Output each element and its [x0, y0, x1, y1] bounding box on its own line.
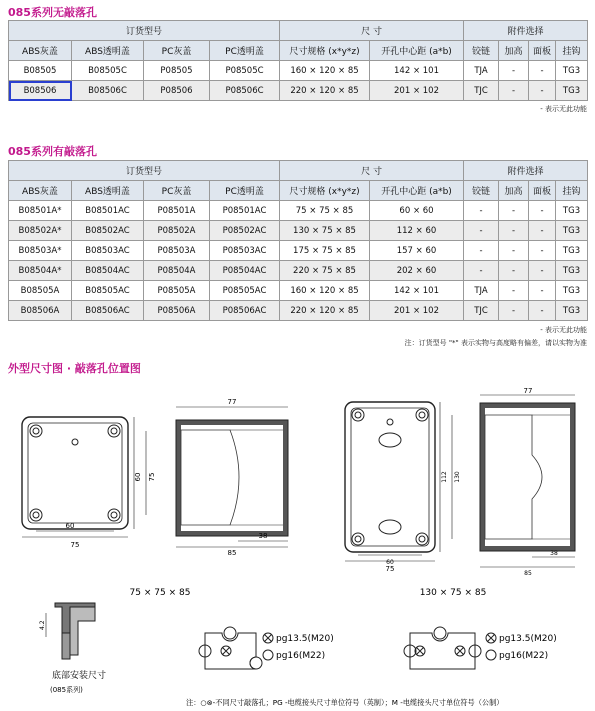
- table-cell: B08502A*: [9, 221, 72, 241]
- table-cell: P08506: [144, 81, 210, 101]
- column-header: 铰链: [464, 41, 499, 61]
- table-row: [9, 301, 588, 321]
- legend-pg16: pg16(M22): [276, 651, 326, 661]
- column-header: ABS透明盖: [72, 181, 144, 201]
- table-cell: B08505A: [9, 281, 72, 301]
- table-cell: TJA: [464, 281, 499, 301]
- group-header: 订货型号: [9, 21, 280, 41]
- dim-label: 38: [550, 550, 558, 557]
- column-header-row: [9, 181, 588, 201]
- column-header: ABS透明盖: [72, 41, 144, 61]
- dimension-drawings: [0, 385, 595, 711]
- table-cell: P08501A: [144, 201, 210, 221]
- column-header: PC透明盖: [210, 41, 280, 61]
- dim-label: 85: [524, 570, 532, 577]
- table-cell: 142 × 101: [370, 61, 464, 81]
- column-header: 挂钩: [556, 181, 588, 201]
- table-cell: P08503A: [144, 241, 210, 261]
- table-row: [9, 281, 588, 301]
- group-header: 订货型号: [9, 161, 280, 181]
- table-cell: -: [464, 261, 499, 281]
- table-cell: TG3: [556, 261, 588, 281]
- table-cell: B08503A*: [9, 241, 72, 261]
- table-cell: -: [499, 261, 529, 281]
- table-cell: -: [529, 221, 556, 241]
- table-cell: 202 × 60: [370, 261, 464, 281]
- column-header: 尺寸规格 (x*y*z): [280, 181, 370, 201]
- dim-label: 75: [385, 565, 395, 573]
- column-header-row: [9, 41, 588, 61]
- table-row: [9, 201, 588, 221]
- spec-table-no-knockout: [8, 20, 588, 101]
- table-row: [9, 221, 588, 241]
- column-header: 面板: [529, 41, 556, 61]
- table-cell: P08505: [144, 61, 210, 81]
- table-row: [9, 61, 588, 81]
- table-cell: B08505AC: [72, 281, 144, 301]
- table-cell: -: [499, 301, 529, 321]
- dim-label: 60: [65, 522, 75, 530]
- column-header: 开孔中心距 (a*b): [370, 181, 464, 201]
- table-cell: -: [529, 261, 556, 281]
- dim-label: 77: [227, 398, 237, 406]
- table-cell: -: [464, 201, 499, 221]
- table-cell: P08505AC: [210, 281, 280, 301]
- table-cell: TG3: [556, 61, 588, 81]
- group-header-row: [9, 161, 588, 181]
- knockout-layout-a: [199, 627, 262, 669]
- drawing-130x75-side: [480, 395, 575, 567]
- table-cell: 160 × 120 × 85: [280, 281, 370, 301]
- table-cell: TG3: [556, 281, 588, 301]
- table-cell: P08505C: [210, 61, 280, 81]
- section-title-no-knockout: 085系列无敲落孔: [8, 6, 97, 19]
- table-cell: TJA: [464, 61, 499, 81]
- table-cell: -: [499, 201, 529, 221]
- bottom-mount-series: (085系列): [50, 686, 83, 694]
- dim-label: 112: [441, 471, 448, 483]
- dim-label: 130: [454, 471, 461, 483]
- table-cell: TJC: [464, 301, 499, 321]
- table-cell: B08503AC: [72, 241, 144, 261]
- table-cell: -: [464, 241, 499, 261]
- table-cell: -: [529, 241, 556, 261]
- spec-table-with-knockout: [8, 160, 588, 321]
- drawing-75x75-front: [22, 417, 146, 537]
- table-cell: -: [529, 61, 556, 81]
- table-row: [9, 241, 588, 261]
- table-cell: TG3: [556, 221, 588, 241]
- table-cell: 60 × 60: [370, 201, 464, 221]
- table-cell: -: [529, 281, 556, 301]
- column-header: 铰链: [464, 181, 499, 201]
- legend-pg13: pg13.5(M20): [276, 634, 334, 644]
- legend-pg16: pg16(M22): [499, 651, 549, 661]
- dim-label: 85: [227, 549, 237, 557]
- table-cell: -: [499, 61, 529, 81]
- column-header: 面板: [529, 181, 556, 201]
- table-row: [9, 261, 588, 281]
- table-cell: 142 × 101: [370, 281, 464, 301]
- table-cell: 175 × 75 × 85: [280, 241, 370, 261]
- table-cell: P08502AC: [210, 221, 280, 241]
- table-cell: P08503AC: [210, 241, 280, 261]
- table-cell: -: [499, 281, 529, 301]
- table-cell: B08505C: [72, 61, 144, 81]
- table-cell: -: [529, 301, 556, 321]
- table-cell: TG3: [556, 81, 588, 101]
- footer-note: 注：○⊗-不同尺寸敲落孔；PG -电缆接头尺寸单位符号（英制）；M -电缆接头尺寸单位符号（公制）: [186, 698, 504, 707]
- group-header: 附件选择: [464, 21, 588, 41]
- dim-label: 38: [258, 532, 268, 540]
- column-header: 尺寸规格 (x*y*z): [280, 41, 370, 61]
- table-cell: B08504AC: [72, 261, 144, 281]
- group-header-row: [9, 21, 588, 41]
- dim-label: 4.2: [39, 620, 46, 630]
- table-cell: P08506C: [210, 81, 280, 101]
- table-cell: 201 × 102: [370, 81, 464, 101]
- table-cell: B08506AC: [72, 301, 144, 321]
- table-cell: -: [529, 201, 556, 221]
- column-header: 挂钩: [556, 41, 588, 61]
- table-cell: 220 × 120 × 85: [280, 301, 370, 321]
- selected-cell[interactable]: B08506: [9, 81, 72, 101]
- table-cell: P08504AC: [210, 261, 280, 281]
- table-cell: B08506A: [9, 301, 72, 321]
- table-cell: 130 × 75 × 85: [280, 221, 370, 241]
- table-cell: 220 × 120 × 85: [280, 81, 370, 101]
- table-cell: -: [499, 81, 529, 101]
- table-cell: 112 × 60: [370, 221, 464, 241]
- table-cell: P08506A: [144, 301, 210, 321]
- note-no-function: - 表示无此功能: [540, 105, 587, 113]
- dim-label: 60: [134, 472, 142, 482]
- caption-130x75: 130 × 75 × 85: [419, 588, 487, 598]
- legend-a: [263, 633, 273, 660]
- group-header: 附件选择: [464, 161, 588, 181]
- table-cell: B08505: [9, 61, 72, 81]
- column-header: 加高: [499, 41, 529, 61]
- table-cell: B08501A*: [9, 201, 72, 221]
- dim-label: 75: [148, 472, 156, 482]
- caption-75x75: 75 × 75 × 85: [129, 588, 191, 598]
- table-cell: 220 × 75 × 85: [280, 261, 370, 281]
- table-row: [9, 81, 588, 101]
- table-cell: P08501AC: [210, 201, 280, 221]
- table-cell: P08502A: [144, 221, 210, 241]
- column-header: 开孔中心距 (a*b): [370, 41, 464, 61]
- table-cell: B08502AC: [72, 221, 144, 241]
- note-order-asterisk: 注：订货型号 "*" 表示实物与高度略有偏差，请以实物为准: [404, 339, 587, 347]
- drawing-130x75-front: [345, 402, 452, 561]
- table-cell: 160 × 120 × 85: [280, 61, 370, 81]
- table-cell: P08506AC: [210, 301, 280, 321]
- bottom-mount-label: 底部安装尺寸: [52, 671, 107, 681]
- table-cell: -: [499, 241, 529, 261]
- legend-b: [486, 633, 496, 660]
- table-cell: -: [529, 81, 556, 101]
- group-header: 尺 寸: [280, 21, 464, 41]
- column-header: 加高: [499, 181, 529, 201]
- column-header: ABS灰盖: [9, 181, 72, 201]
- table-cell: P08505A: [144, 281, 210, 301]
- table-cell: -: [499, 221, 529, 241]
- table-cell: B08506C: [72, 81, 144, 101]
- section-title-with-knockout: 085系列有敲落孔: [8, 145, 97, 158]
- note-no-function: - 表示无此功能: [540, 326, 587, 334]
- dim-label: 77: [523, 387, 533, 395]
- legend-pg13: pg13.5(M20): [499, 634, 557, 644]
- column-header: PC灰盖: [144, 181, 210, 201]
- table-cell: -: [464, 221, 499, 241]
- section-title-drawings: 外型尺寸图 · 敲落孔位置图: [8, 362, 141, 375]
- table-cell: TG3: [556, 201, 588, 221]
- dim-label: 75: [70, 541, 80, 549]
- bottom-mount-detail: [46, 603, 95, 659]
- table-cell: P08504A: [144, 261, 210, 281]
- table-cell: TJC: [464, 81, 499, 101]
- table-cell: 75 × 75 × 85: [280, 201, 370, 221]
- table-cell: TG3: [556, 241, 588, 261]
- column-header: PC透明盖: [210, 181, 280, 201]
- knockout-layout-b: [404, 627, 481, 669]
- drawing-75x75-side: [176, 407, 288, 547]
- column-header: ABS灰盖: [9, 41, 72, 61]
- table-cell: 157 × 60: [370, 241, 464, 261]
- dim-label: 60: [386, 559, 394, 566]
- column-header: PC灰盖: [144, 41, 210, 61]
- table-cell: 201 × 102: [370, 301, 464, 321]
- table-cell: B08504A*: [9, 261, 72, 281]
- group-header: 尺 寸: [280, 161, 464, 181]
- table-cell: TG3: [556, 301, 588, 321]
- table-cell: B08501AC: [72, 201, 144, 221]
